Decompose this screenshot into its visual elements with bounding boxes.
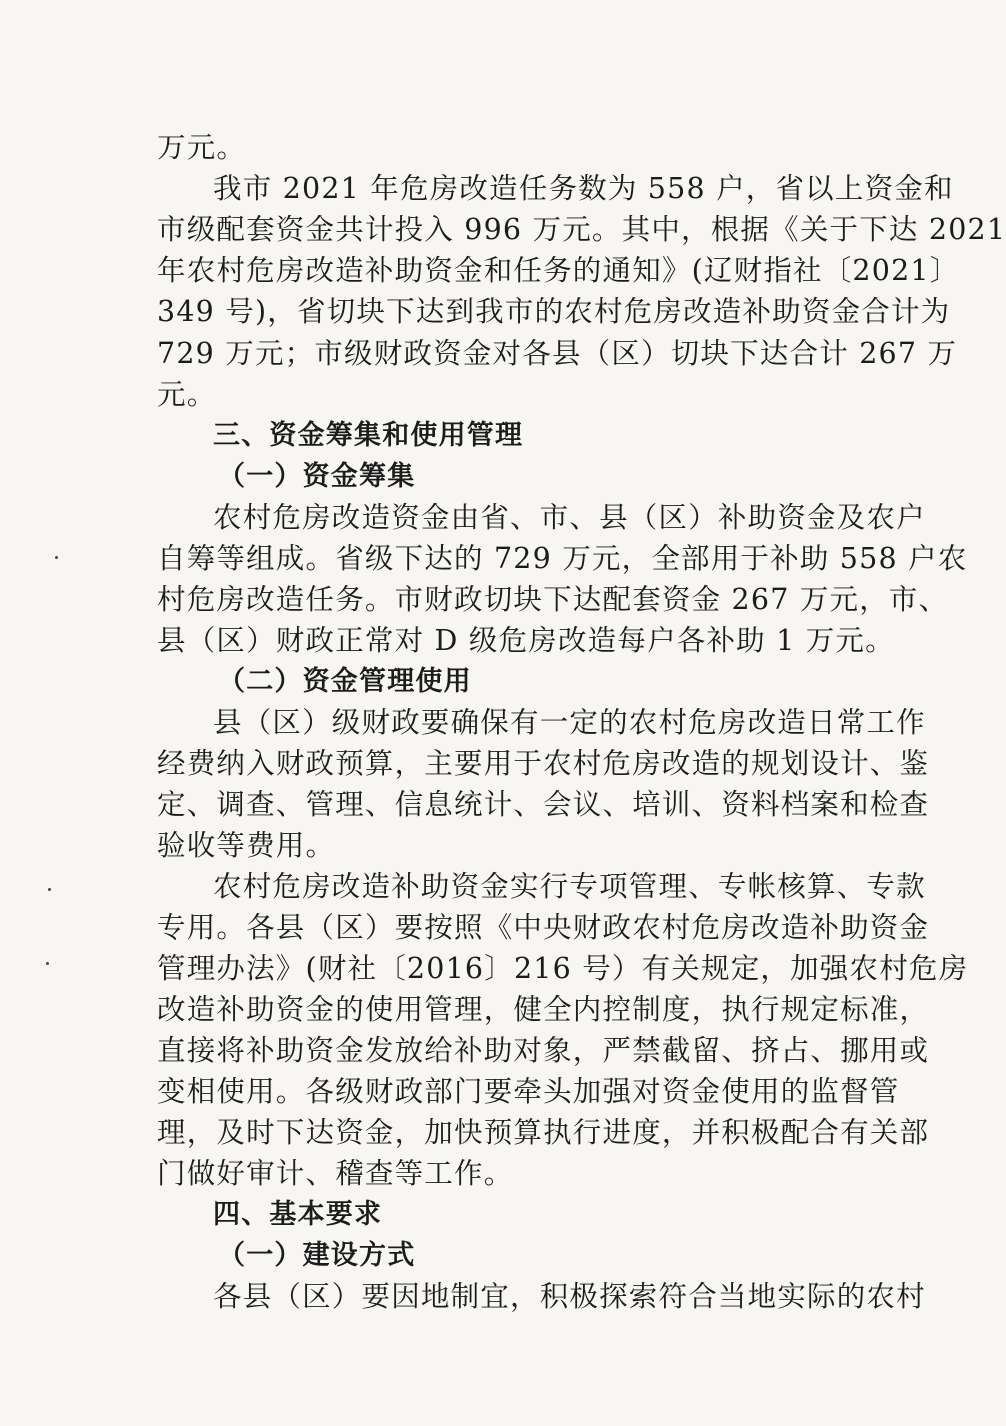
paragraph-line: 年农村危房改造补助资金和任务的通知》(辽财指社〔2021〕 xyxy=(157,254,960,287)
paragraph-line: 变相使用。各级财政部门要牵头加强对资金使用的监督管 xyxy=(157,1075,900,1108)
paragraph-line: 经费纳入财政预算，主要用于农村危房改造的规划设计、鉴 xyxy=(157,747,930,780)
paragraph-line: 自筹等组成。省级下达的 729 万元，全部用于补助 558 户农 xyxy=(157,542,968,575)
section-heading: 三、资金筹集和使用管理 xyxy=(213,420,524,451)
subsection-heading: （一）资金筹集 xyxy=(218,461,416,492)
scan-speck xyxy=(48,888,51,891)
paragraph-line: 理，及时下达资金，加快预算执行进度，并积极配合有关部 xyxy=(157,1116,930,1149)
subsection-heading: （二）资金管理使用 xyxy=(218,666,472,697)
paragraph-line: 县（区）级财政要确保有一定的农村危房改造日常工作 xyxy=(213,706,926,739)
paragraph-line: 元。 xyxy=(157,378,217,411)
paragraph-line: 农村危房改造补助资金实行专项管理、专帐核算、专款 xyxy=(213,870,926,903)
paragraph-line: 直接将补助资金发放给补助对象，严禁截留、挤占、挪用或 xyxy=(157,1034,930,1067)
paragraph-line: 729 万元；市级财政资金对各县（区）切块下达合计 267 万 xyxy=(157,337,958,370)
paragraph-line: 村危房改造任务。市财政切块下达配套资金 267 万元，市、 xyxy=(157,583,949,616)
subsection-heading: （一）建设方式 xyxy=(218,1240,416,1271)
paragraph-line: 门做好审计、稽查等工作。 xyxy=(157,1157,514,1190)
paragraph-line: 各县（区）要因地制宜，积极探索符合当地实际的农村 xyxy=(213,1280,926,1313)
scan-speck xyxy=(46,962,49,965)
paragraph-line: 市级配套资金共计投入 996 万元。其中，根据《关于下达 2021 xyxy=(157,213,1006,246)
paragraph-line: 农村危房改造资金由省、市、县（区）补助资金及农户 xyxy=(213,501,926,534)
paragraph-line: 管理办法》(财社〔2016〕216 号）有关规定，加强农村危房 xyxy=(157,952,969,985)
paragraph-line: 验收等费用。 xyxy=(157,829,336,862)
paragraph-line: 县（区）财政正常对 D 级危房改造每户各补助 1 万元。 xyxy=(157,624,895,657)
paragraph-line: 万元。 xyxy=(157,131,247,164)
paragraph-line: 我市 2021 年危房改造任务数为 558 户，省以上资金和 xyxy=(213,172,954,205)
paragraph-line: 专用。各县（区）要按照《中央财政农村危房改造补助资金 xyxy=(157,911,930,944)
paragraph-line: 定、调查、管理、信息统计、会议、培训、资料档案和检查 xyxy=(157,788,930,821)
section-heading: 四、基本要求 xyxy=(213,1199,383,1230)
scan-speck xyxy=(55,556,58,559)
paragraph-line: 349 号)，省切块下达到我市的农村危房改造补助资金合计为 xyxy=(157,295,951,328)
paragraph-line: 改造补助资金的使用管理，健全内控制度，执行规定标准， xyxy=(157,993,930,1026)
